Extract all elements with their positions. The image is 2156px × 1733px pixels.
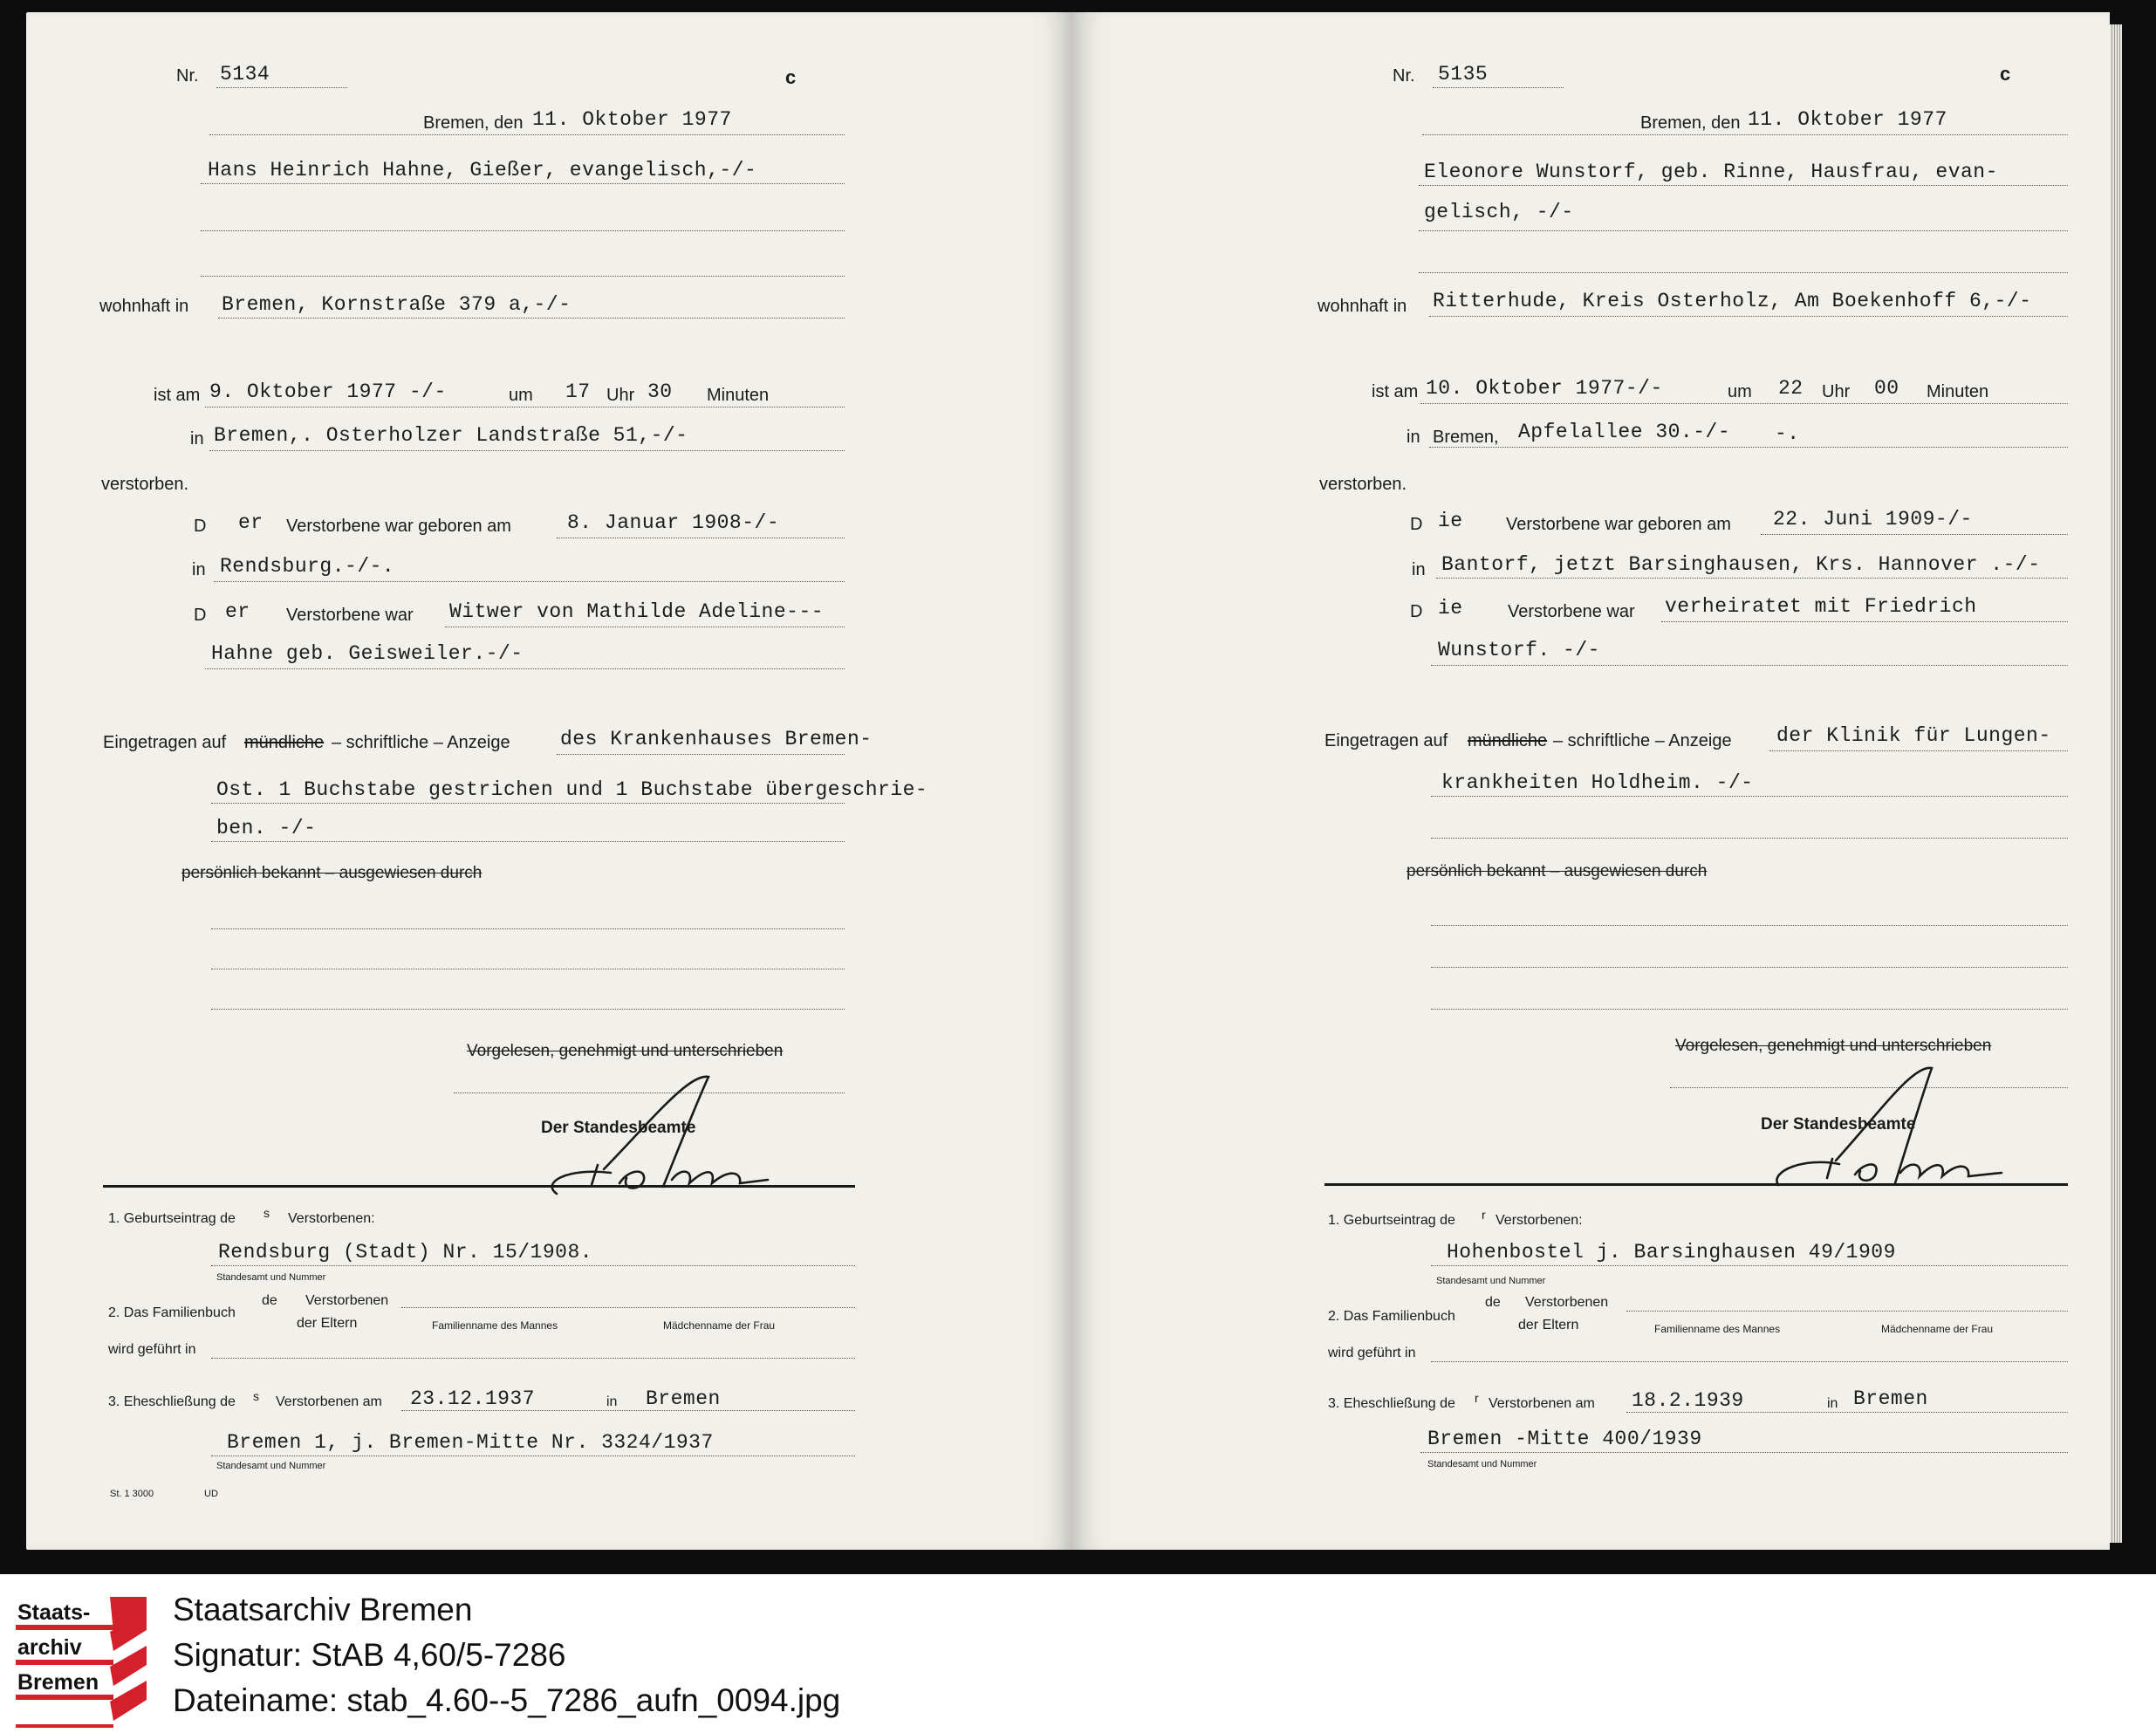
article-2: ie [1438, 597, 1463, 620]
b1-suffix: s [264, 1206, 270, 1220]
b3-date: 23.12.1937 [410, 1387, 536, 1410]
reg-line-3: ben. -/- [216, 817, 317, 839]
article: ie [1438, 510, 1463, 532]
b3-in: in [1827, 1396, 1838, 1411]
born-label: Verstorbene war geboren am [286, 517, 511, 536]
status-label: Verstorbene war [1508, 602, 1635, 621]
born-label: Verstorbene war geboren am [1506, 515, 1731, 534]
record-date: 11. Oktober 1977 [1748, 108, 1947, 131]
b3-caption: Standesamt und Nummer [1427, 1459, 1537, 1469]
b2-label: 2. Das Familienbuch [1328, 1309, 1455, 1324]
record-number: 5135 [1438, 63, 1489, 86]
marker-c: c [785, 66, 797, 88]
identified-struck: persönlich bekannt – ausgewiesen durch [1407, 862, 1708, 880]
record-date: 11. Oktober 1977 [532, 108, 732, 131]
registrar-signature [506, 1065, 785, 1204]
d-letter-2: D [194, 606, 207, 625]
uhr-label: Uhr [1822, 382, 1851, 401]
b2-verstorbenen: Verstorbenen [1525, 1295, 1609, 1310]
b1-label: 1. Geburtseintrag de [1328, 1213, 1455, 1228]
death-hour: 17 [565, 380, 591, 403]
b1-caption: Standesamt und Nummer [1436, 1276, 1546, 1286]
uhr-label: Uhr [606, 386, 635, 405]
registrar-signature [1752, 1056, 2014, 1195]
article: er [238, 511, 264, 534]
b2-husband-caption: Familienname des Mannes [1654, 1323, 1781, 1335]
verstorben-label: verstorben. [101, 475, 189, 494]
d-letter-2: D [1410, 602, 1423, 621]
verstorben-label: verstorben. [1319, 475, 1407, 494]
d-letter: D [1410, 515, 1423, 534]
b3-place: Bremen [1853, 1387, 1928, 1410]
b2-label-2: wird geführt in [108, 1342, 196, 1357]
d-letter: D [194, 517, 207, 536]
b1-suffix: r [1482, 1208, 1486, 1222]
registrar-title: Der Standesbeamte [1761, 1115, 1916, 1134]
status-line-2: Hahne geb. Geisweiler.-/- [211, 642, 524, 665]
birth-date: 8. Januar 1908-/- [567, 511, 780, 534]
deceased-name-1: Eleonore Wunstorf, geb. Rinne, Hausfrau, evan- [1424, 161, 1998, 183]
footer-archive-name: Staatsarchiv Bremen [173, 1592, 473, 1627]
registered-label-2: – schriftliche – Anzeige [1553, 731, 1732, 750]
reg-line-2: krankheiten Holdheim. -/- [1441, 771, 1754, 794]
death-place-dash: -. [1775, 422, 1800, 445]
b3-value: Bremen 1, j. Bremen-Mitte Nr. 3324/1937 [227, 1431, 714, 1454]
status-line-2: Wunstorf. -/- [1438, 639, 1600, 661]
birth-place: Rendsburg.-/-. [220, 555, 395, 578]
page-edges [2110, 24, 2122, 1543]
b3-label: 3. Eheschließung de [108, 1394, 236, 1409]
reg-line-2: Ost. 1 Buchstabe gestrichen und 1 Buchstabe übergeschrie- [216, 778, 928, 801]
birth-in-label: in [192, 560, 206, 579]
reg-line-1: des Krankenhauses Bremen- [560, 728, 873, 750]
b2-eltern: der Eltern [1518, 1318, 1579, 1332]
b3-label-2: Verstorbenen am [276, 1394, 382, 1409]
b2-verstorbenen: Verstorbenen [305, 1293, 389, 1308]
right-page [1071, 12, 2110, 1550]
death-minutes: 00 [1874, 377, 1899, 400]
logo-line-2: archiv [17, 1635, 82, 1660]
birth-date: 22. Juni 1909-/- [1773, 508, 1973, 531]
registered-label: Eingetragen auf [103, 733, 227, 752]
minuten-label: Minuten [1927, 382, 1989, 401]
b1-label-2: Verstorbenen: [1496, 1213, 1583, 1228]
death-date: 9. Oktober 1977 -/- [209, 380, 447, 403]
read-aloud-struck: Vorgelesen, genehmigt und unterschrieben [467, 1042, 784, 1060]
b1-value: Rendsburg (Stadt) Nr. 15/1908. [218, 1241, 593, 1264]
b3-suffix: s [253, 1389, 259, 1403]
record-number: 5134 [220, 63, 270, 86]
registered-struck: mündliche [244, 733, 325, 752]
b1-label-2: Verstorbenen: [288, 1211, 375, 1226]
in-label: in [190, 429, 204, 449]
b1-caption: Standesamt und Nummer [216, 1272, 326, 1283]
um-label: um [509, 386, 533, 405]
death-minutes: 30 [647, 380, 673, 403]
b2-de: de [262, 1293, 277, 1308]
staatsarchiv-logo [16, 1597, 147, 1728]
registered-label: Eingetragen auf [1324, 731, 1448, 750]
b2-husband-caption: Familienname des Mannes [432, 1319, 558, 1332]
b3-suffix: r [1475, 1391, 1479, 1405]
status-line-1: verheiratet mit Friedrich [1665, 595, 1977, 618]
death-place: Bremen,. Osterholzer Landstraße 51,-/- [214, 424, 688, 447]
b2-wife-caption: Mädchenname der Frau [1881, 1323, 1994, 1335]
nr-label: Nr. [1393, 66, 1415, 86]
died-label: ist am [1372, 382, 1419, 401]
place-date-label: Bremen, den [1640, 113, 1741, 133]
footer-filename: Dateiname: stab_4.60--5_7286_aufn_0094.jpg [173, 1682, 841, 1718]
b2-wife-caption: Mädchenname der Frau [663, 1319, 776, 1332]
b3-value: Bremen -Mitte 400/1939 [1427, 1428, 1702, 1450]
b2-label-2: wird geführt in [1328, 1346, 1416, 1360]
death-date: 10. Oktober 1977-/- [1426, 377, 1663, 400]
minuten-label: Minuten [707, 386, 770, 405]
b2-eltern: der Eltern [297, 1316, 358, 1331]
residence-label: wohnhaft in [99, 297, 189, 316]
b3-place: Bremen [646, 1387, 721, 1410]
registered-struck: mündliche [1468, 731, 1548, 750]
read-aloud-struck: Vorgelesen, genehmigt und unterschrieben [1675, 1037, 1992, 1055]
b3-caption: Standesamt und Nummer [216, 1461, 326, 1471]
marker-c: c [2000, 63, 2011, 85]
identified-struck: persönlich bekannt – ausgewiesen durch [181, 864, 483, 882]
death-hour: 22 [1778, 377, 1804, 400]
in-label: in [1407, 428, 1420, 447]
deceased-name-2: gelisch, -/- [1424, 201, 1574, 223]
logo-line-3: Bremen [17, 1670, 99, 1695]
b3-label: 3. Eheschließung de [1328, 1396, 1455, 1411]
status-label: Verstorbene war [286, 606, 414, 625]
archive-footer [0, 1574, 2156, 1733]
death-place: Apfelallee 30.-/- [1518, 421, 1731, 443]
died-label: ist am [154, 386, 201, 405]
deceased-name: Hans Heinrich Hahne, Gießer, evangelisch,-/- [208, 159, 757, 182]
left-page [26, 12, 1071, 1550]
b3-label-2: Verstorbenen am [1489, 1396, 1595, 1411]
form-ud: UD [204, 1489, 218, 1499]
place-date-label: Bremen, den [423, 113, 524, 133]
residence-value: Bremen, Kornstraße 379 a,-/- [222, 293, 572, 316]
b3-date: 18.2.1939 [1632, 1389, 1744, 1412]
residence-value: Ritterhude, Kreis Osterholz, Am Boekenhoff 6,-/- [1433, 290, 2032, 312]
reg-line-1: der Klinik für Lungen- [1776, 724, 2051, 747]
status-line-1: Witwer von Mathilde Adeline--- [449, 600, 825, 623]
footer-signature: Signatur: StAB 4,60/5-7286 [173, 1637, 566, 1673]
b3-in: in [606, 1394, 618, 1409]
registrar-title: Der Standesbeamte [541, 1119, 696, 1137]
form-number: St. 1 3000 [110, 1489, 154, 1499]
birth-in-label: in [1412, 560, 1426, 579]
b2-label: 2. Das Familienbuch [108, 1305, 236, 1320]
nr-label: Nr. [176, 66, 199, 86]
birth-place: Bantorf, jetzt Barsinghausen, Krs. Hannover .-/- [1441, 553, 2041, 576]
registered-label-2: – schriftliche – Anzeige [332, 733, 510, 752]
b1-label: 1. Geburtseintrag de [108, 1211, 236, 1226]
death-place-prefix: Bremen, [1433, 428, 1499, 447]
article-2: er [225, 600, 250, 623]
b2-de: de [1485, 1295, 1501, 1310]
um-label: um [1728, 382, 1752, 401]
residence-label: wohnhaft in [1318, 297, 1407, 316]
b1-value: Hohenbostel j. Barsinghausen 49/1909 [1447, 1241, 1896, 1264]
logo-line-1: Staats- [17, 1600, 91, 1625]
